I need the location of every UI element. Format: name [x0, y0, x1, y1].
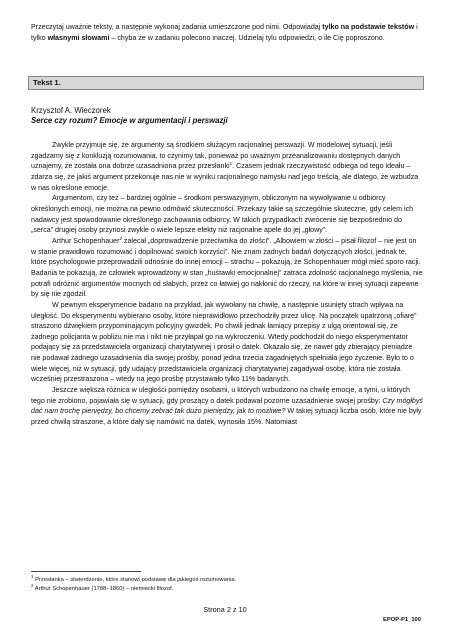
- page-number: Strona 2 z 10: [203, 605, 247, 614]
- article-author: Krzysztof A. Wieczorek: [31, 106, 111, 115]
- footnote-divider: [31, 571, 141, 572]
- paragraph: Zwykle przyjmuje się, że argumenty są środkiem służącym racjonalnej perswazji. W modelowej sytuacji, jeśli zgadzamy się z konkluzją rozumowania, to czynimy tak, ponieważ po uważnym przeanalizowaniu dostępnych danych uznajemy, że została ona dobrze uzasadniona przez przesłanki$^1$. Czasem jednak rzeczywistość odbiega od tego ideału – zdarza się, że jakiś argument przekonuje nas nie w wyniku racjonalnego namysłu nad jego treścią, ale dlatego, że wzbudza w nas określone emocje.: [31, 141, 419, 192]
- section-label: Tekst 1.: [33, 78, 61, 87]
- instructions-emphasis-own-words: własnymi słowami: [47, 34, 110, 42]
- instructions-emphasis-texts: tylko na podstawie tekstów: [322, 23, 415, 31]
- instructions-text: Przeczytaj uważnie teksty, a następnie wykonaj zadania umieszczone pod nimi. Odpowiadaj: [31, 23, 323, 31]
- section-header: [28, 76, 424, 90]
- paragraph: Argumentom, czy też – bardziej ogólnie – środkom perswazyjnym, obliczonym na wywoływanie u odbiorcy określonych emocji, nie można na pewno odmówić skuteczności. Przekazy takie są szczególnie skuteczne, gdy celem ich nadawcy jest spowodowanie określonego zachowania odbiorcy. W takich przypadkach zwrócenie się bezpośrednio do „serca” drugiej osoby przynosi zwykle o wiele lepsze efekty niż racjonalne apele do jej „głowy”.: [31, 194, 414, 235]
- article-title: Serce czy rozum? Emocje w argumentacji i perswazji: [31, 116, 228, 125]
- article-body: [31, 140, 423, 428]
- instructions-text: – chyba że w zadaniu polecono inaczej. Udzielaj tylu odpowiedzi, o ile Cię poproszono.: [109, 34, 385, 42]
- instructions: [31, 22, 423, 44]
- footnotes: [31, 576, 423, 594]
- instructions-text: i tylko: [31, 23, 418, 42]
- footnote-ref: 2: [119, 235, 122, 241]
- paragraph: Jeszcze większa różnica w uległości pomiędzy osobami, u których wzbudzono na chwilę emocje, a tymi, u których tego nie zrobiono, pojawiała się w sytuacji, gdy proszący o datek podawał pozorne uzasadnienie swojej prośby: Czy mógłbyś dać nam trochę pieniędzy, bo chcemy zebrać tak dużo pieniędzy, jak to możliwe? W takiej sytuacji liczba osób, które nie były przed chwilą straszone, a które dały się namówić na datek, wynosiła 15%. Natomiast: [31, 386, 423, 427]
- quoted-request: Czy mógłbyś dać nam trochę pieniędzy, bo chcemy zebrać tak dużo pieniędzy, jak to możliwe?: [31, 396, 423, 416]
- exam-code: EPOP-P1_100: [382, 617, 421, 623]
- footnote-ref: 1: [229, 161, 233, 167]
- paragraph: W pewnym eksperymencie badano na przykład, jak wywołany na chwilę, a następnie usunięty strach wpływa na uległość. Do eksperymentu wybierano osoby, które nieprawidłowo przechodziły przez ulicę. Na początek upatrzoną „ofiarę” straszono dźwiękiem przypominającym policyjny gwizdek. Po chwili jednak łamiący przepisy z ulgą orientował się, że żadnego policjanta w pobliżu nie ma i nikt nie przyłapał go na wykroczeniu. Wtedy podchodził do niego eksperymentator podający się za przedstawiciela organizacji charytatywnej i prosił o datek. Okazało się, że nawet gdy zbierający pieniądze nie podawał żadnego uzasadnienia dla swojej prośby, ponad jedna trzecia zagadniętych spełniała jego życzenie. Było to o wiele więcej, niż w sytuacji, gdy udający przedstawiciela organizacji charytatywnej zagadywał osobę, która nie została wcześniej przestraszona – wtedy na jego prośbę przystawało tylko 11% badanych.: [31, 300, 417, 384]
- paragraph: Arthur Schopenhauer$^2$ zalecał „doprowadzenie przeciwnika do złości”. „Albowiem w złości – pisał filozof – nie jest on w stanie prawidłowo rozumować i dopilnować swoich korzyści”. Nie znam żadnych badań dotyczących złości, jednak te, które psychologowie przeprowadzili odnośnie do innej emocji – strachu – pokazują, że Schopenhauer mógł mieć sporo racji. Badania te pokazują, że człowiek wprowadzony w stan „huśtawki emocjonalnej” zatraca zdolność racjonalnego myślenia, nie potrafi odróżnić argumentów mocnych od słabych, przez co łatwiej go nakłonić do rzeczy, na które w innej sytuacji zapewne by się nie zgodził.: [31, 235, 423, 299]
- footnote: $^2$ Arthur Schopenhauer (1788–1860) – niemiecki filozof.: [31, 583, 174, 592]
- footnote: $^1$ Przesłanka – stwierdzenie, które stanowi podstawę dla jakiegoś rozumowania.: [31, 574, 237, 583]
